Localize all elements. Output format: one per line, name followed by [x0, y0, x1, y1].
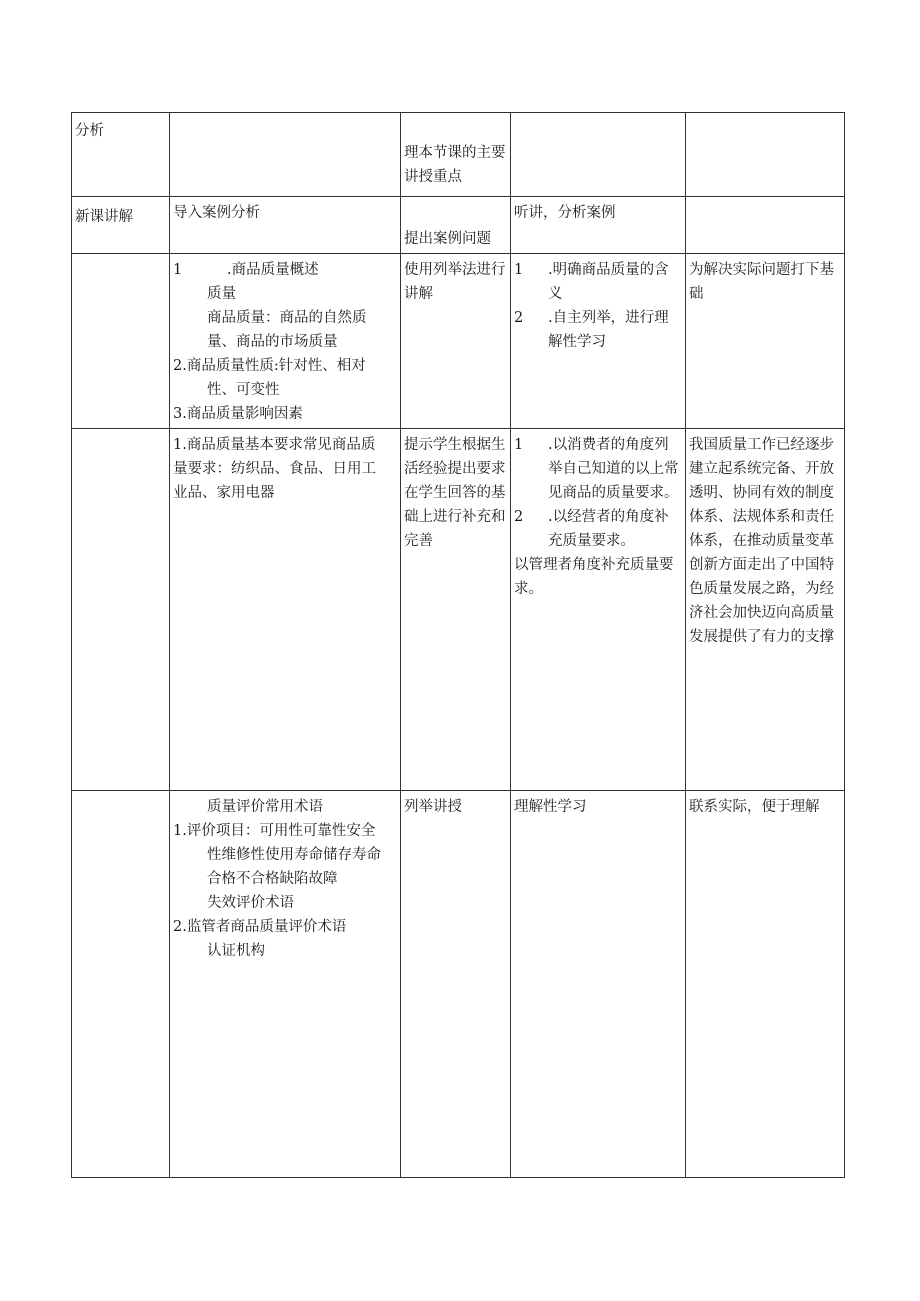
row3-col1 — [72, 254, 170, 429]
row3-col4 — [511, 254, 686, 429]
row5-col1 — [72, 791, 170, 1178]
row2-col4: 听讲，分析案例 — [511, 197, 686, 254]
row5-col5: 联系实际，便于理解 — [686, 791, 845, 1178]
row1-col3: 理本节课的主要 讲授重点 — [401, 113, 511, 197]
list-item: 1 .商品质量概述 — [173, 262, 319, 278]
row2-col2: 导入案例分析 — [170, 197, 401, 254]
row4-col2: 1.商品质量基本要求常见商品质 量要求：纺织品、食品、日用工 业品、家用电器 — [170, 429, 401, 791]
row5-col3: 列举讲授 — [401, 791, 511, 1178]
row5-col2: 质量评价常用术语 1.评价项目：可用性可靠性安全 性维修性使用寿命储存寿命 合格不合格缺陷故障 失效评价术语 2.监管者商品质量评价术语 认证机构 — [170, 791, 401, 1178]
row4-col4: 1 .以消费者的角度列 举自己知道的以上常 见商品的质量要求。 2 .以经营者的角度补 充质量要求。 以管理者角度补充质量要 求。 — [511, 429, 686, 791]
row1-col2 — [170, 113, 401, 197]
table-row — [72, 197, 845, 254]
row5-col4: 理解性学习 — [511, 791, 686, 1178]
row1-col1 — [72, 113, 170, 197]
row3-col5: 为解决实际问题打下基 础 — [686, 254, 845, 429]
table-row — [72, 254, 845, 429]
row1-col4 — [511, 113, 686, 197]
row2-col1 — [72, 197, 170, 254]
row4-col3: 提示学生根据生 活经验提出要求 在学生回答的基 础上进行补充和 完善 — [401, 429, 511, 791]
list-item: 2 .以经营者的角度补 充质量要求。 — [514, 509, 669, 549]
row3-col3: 使用列举法进行 讲解 — [401, 254, 511, 429]
row2-col3: 提出案例问题 — [401, 197, 511, 254]
row3-col2: 1 .商品质量概述 质量 商品质量：商品的自然质 量、商品的市场质量 2.商品质量性质:针对性、相对 性、可变性 3.商品质量影响因素 — [170, 254, 401, 429]
row4-col1 — [72, 429, 170, 791]
list-item: 1 .明确商品质量的含 义 — [514, 262, 669, 302]
table-row — [72, 429, 845, 791]
lesson-plan-table — [71, 112, 845, 1178]
phase-label: 分析 — [75, 123, 104, 139]
table-row — [72, 113, 845, 197]
row1-col5 — [686, 113, 845, 197]
row2-col5 — [686, 197, 845, 254]
phase-label: 新课讲解 — [75, 209, 133, 225]
table-row — [72, 791, 845, 1178]
list-item: 2 .自主列举，进行理 解性学习 — [514, 310, 669, 350]
list-item: 1 .以消费者的角度列 举自己知道的以上常 见商品的质量要求。 — [514, 437, 679, 501]
row4-col5: 我国质量工作已经逐步 建立起系统完备、开放 透明、协同有效的制度 体系、法规体系和责任 体系，在推动质量变革 创新方面走出了中国特 色质量发展之路，为经 济社会加快迈向高质量 发展提供了有力的支撑 — [686, 429, 845, 791]
